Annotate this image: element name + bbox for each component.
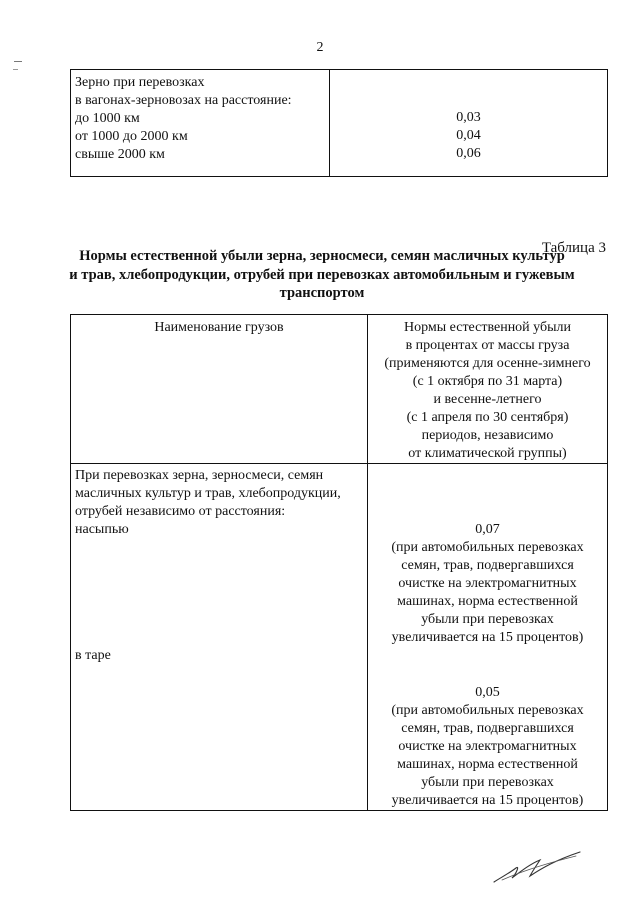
text-line: отрубей независимо от расстояния:	[75, 504, 286, 519]
header-cargo-name	[71, 315, 368, 464]
header-text: от климатической группы)	[408, 446, 567, 461]
cargo-description	[71, 464, 368, 811]
header-text: в процентах от массы груза	[405, 338, 570, 353]
text-line: (при автомобильных перевозках	[391, 540, 584, 555]
margin-mark	[14, 61, 22, 62]
text-line: Зерно при перевозках	[75, 75, 205, 90]
text-line: (при автомобильных перевозках	[391, 703, 584, 718]
title-line: Нормы естественной убыли зерна, зерносмеси, семян масличных культур	[79, 248, 565, 264]
norm-value: 0,04	[456, 128, 481, 143]
text-line: увеличивается на 15 процентов)	[391, 793, 584, 808]
header-text: периодов, независимо	[421, 428, 554, 443]
spacer	[368, 647, 607, 684]
header-text: и весенне-летнего	[433, 392, 542, 407]
text-line: свыше 2000 км	[75, 147, 165, 162]
text-line: до 1000 км	[75, 111, 140, 126]
text-line: очистке на электромагнитных	[398, 739, 577, 754]
text-line: масличных культур и трав, хлебопродукции,	[75, 486, 341, 501]
header-text: (с 1 апреля по 30 сентября)	[406, 410, 569, 425]
text-line: машинах, норма естественной	[397, 757, 578, 772]
norm-value: 0,03	[456, 110, 481, 125]
norms-table	[70, 314, 608, 811]
bulk-norm: 0,07	[475, 522, 500, 537]
text-line: от 1000 до 2000 км	[75, 129, 188, 144]
text-line: в таре	[75, 648, 111, 663]
spacer	[75, 539, 365, 647]
grain-wagon-table	[70, 69, 608, 177]
norm-value: 0,06	[456, 146, 481, 161]
norm-values	[368, 464, 608, 811]
text-line: семян, трав, подвергавшихся	[401, 721, 574, 736]
text-line: убыли при перевозках	[421, 612, 554, 627]
text-line: семян, трав, подвергавшихся	[401, 558, 574, 573]
text-line: насыпью	[75, 522, 129, 537]
signature	[490, 848, 586, 888]
table-header-row	[71, 315, 608, 464]
header-text: Нормы естественной убыли	[404, 320, 571, 335]
text-line: машинах, норма естественной	[397, 594, 578, 609]
text-line: в вагонах-зерновозах на расстояние:	[75, 93, 292, 108]
page-number: 2	[316, 40, 324, 55]
text-line: очистке на электромагнитных	[398, 576, 577, 591]
grain-wagon-cell-values	[330, 70, 608, 177]
document-title	[48, 247, 596, 303]
text-line: увеличивается на 15 процентов)	[391, 630, 584, 645]
header-norms	[368, 315, 608, 464]
header-text: (применяются для осенне-зимнего	[384, 356, 591, 371]
text-line: убыли при перевозках	[421, 775, 554, 790]
margin-mark	[13, 69, 18, 70]
grain-wagon-cell-labels	[71, 70, 330, 177]
text-line: При перевозках зерна, зерносмеси, семян	[75, 468, 324, 483]
header-text: Наименование грузов	[154, 320, 284, 335]
title-line: транспортом	[279, 285, 365, 301]
header-text: (с 1 октября по 31 марта)	[412, 374, 563, 389]
table-caption: Таблица 3	[541, 240, 606, 256]
title-line: и трав, хлебопродукции, отрубей при перевозках автомобильным и гужевым	[69, 266, 575, 283]
table-row	[71, 464, 608, 811]
tare-norm: 0,05	[475, 685, 500, 700]
